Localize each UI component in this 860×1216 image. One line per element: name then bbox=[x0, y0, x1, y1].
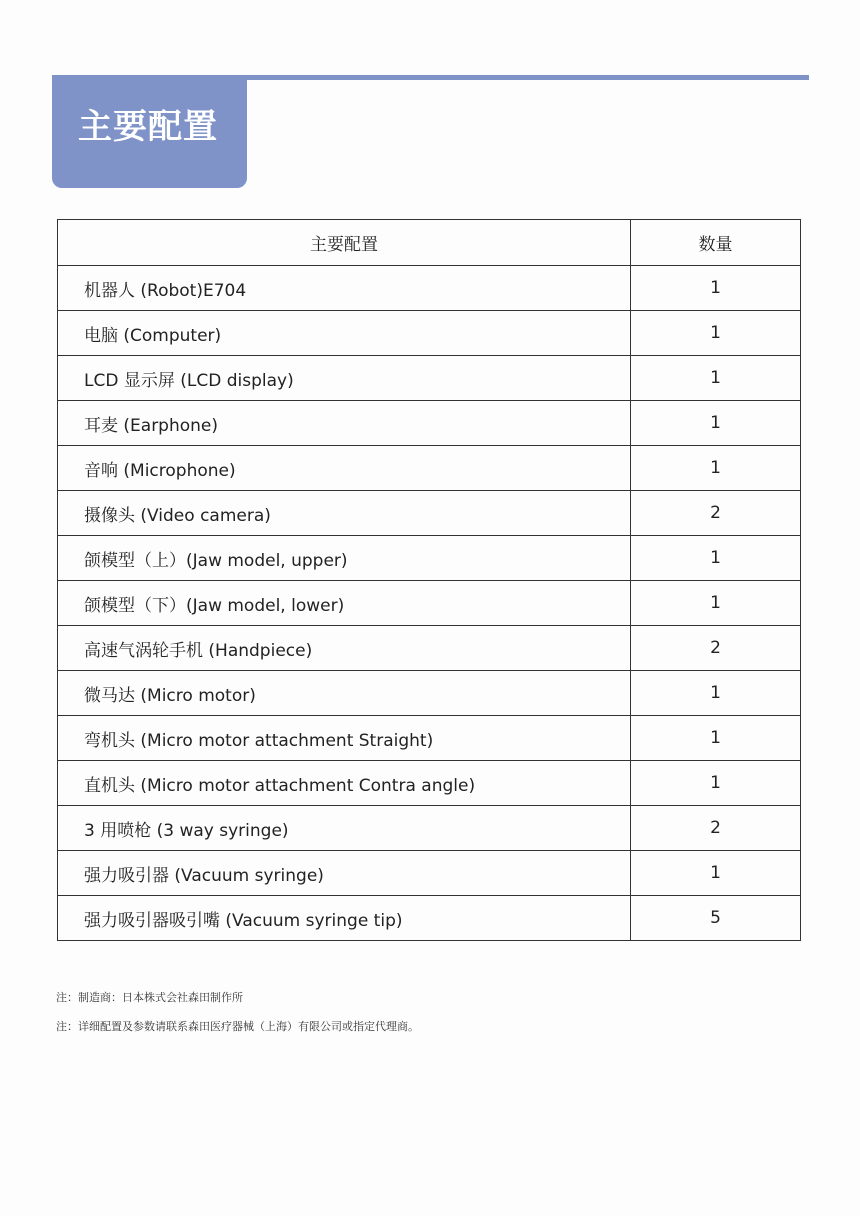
item-name: 颌模型（下）(Jaw model, lower) bbox=[58, 581, 631, 626]
page-title: 主要配置 bbox=[78, 107, 218, 147]
table-row bbox=[58, 356, 801, 401]
table-row bbox=[58, 716, 801, 761]
item-quantity: 5 bbox=[631, 896, 801, 941]
table-row bbox=[58, 671, 801, 716]
table-row bbox=[58, 536, 801, 581]
table-row bbox=[58, 761, 801, 806]
item-name: 耳麦 (Earphone) bbox=[58, 401, 631, 446]
item-quantity: 2 bbox=[631, 806, 801, 851]
table-row bbox=[58, 581, 801, 626]
item-name: 强力吸引器 (Vacuum syringe) bbox=[58, 851, 631, 896]
item-quantity: 1 bbox=[631, 851, 801, 896]
item-name: 直机头 (Micro motor attachment Contra angle) bbox=[58, 761, 631, 806]
table-row bbox=[58, 401, 801, 446]
table-row bbox=[58, 851, 801, 896]
manufacturer-note: 注：制造商：日本株式会社森田制作所 bbox=[56, 991, 243, 1004]
item-name: 电脑 (Computer) bbox=[58, 311, 631, 356]
item-quantity: 1 bbox=[631, 671, 801, 716]
item-name: 弯机头 (Micro motor attachment Straight) bbox=[58, 716, 631, 761]
item-name: 摄像头 (Video camera) bbox=[58, 491, 631, 536]
item-name: 高速气涡轮手机 (Handpiece) bbox=[58, 626, 631, 671]
table-row bbox=[58, 446, 801, 491]
header-quantity: 数量 bbox=[631, 220, 801, 266]
item-quantity: 2 bbox=[631, 491, 801, 536]
item-quantity: 1 bbox=[631, 356, 801, 401]
item-name: LCD 显示屏 (LCD display) bbox=[58, 356, 631, 401]
header-item: 主要配置 bbox=[58, 220, 631, 266]
item-quantity: 1 bbox=[631, 716, 801, 761]
table-row bbox=[58, 626, 801, 671]
table-row bbox=[58, 806, 801, 851]
contact-note: 注：详细配置及参数请联系森田医疗器械（上海）有限公司或指定代理商。 bbox=[56, 1020, 419, 1033]
table-row bbox=[58, 266, 801, 311]
item-quantity: 1 bbox=[631, 446, 801, 491]
table-row bbox=[58, 491, 801, 536]
config-table bbox=[57, 219, 801, 941]
item-name: 强力吸引器吸引嘴 (Vacuum syringe tip) bbox=[58, 896, 631, 941]
title-tab bbox=[52, 75, 247, 188]
item-name: 机器人 (Robot)E704 bbox=[58, 266, 631, 311]
item-quantity: 1 bbox=[631, 581, 801, 626]
item-quantity: 1 bbox=[631, 311, 801, 356]
table-row bbox=[58, 896, 801, 941]
item-name: 3 用喷枪 (3 way syringe) bbox=[58, 806, 631, 851]
item-quantity: 2 bbox=[631, 626, 801, 671]
item-name: 音响 (Microphone) bbox=[58, 446, 631, 491]
table-header-row bbox=[58, 220, 801, 266]
item-quantity: 1 bbox=[631, 536, 801, 581]
item-quantity: 1 bbox=[631, 401, 801, 446]
item-name: 微马达 (Micro motor) bbox=[58, 671, 631, 716]
item-quantity: 1 bbox=[631, 761, 801, 806]
item-name: 颌模型（上）(Jaw model, upper) bbox=[58, 536, 631, 581]
table-row bbox=[58, 311, 801, 356]
item-quantity: 1 bbox=[631, 266, 801, 311]
